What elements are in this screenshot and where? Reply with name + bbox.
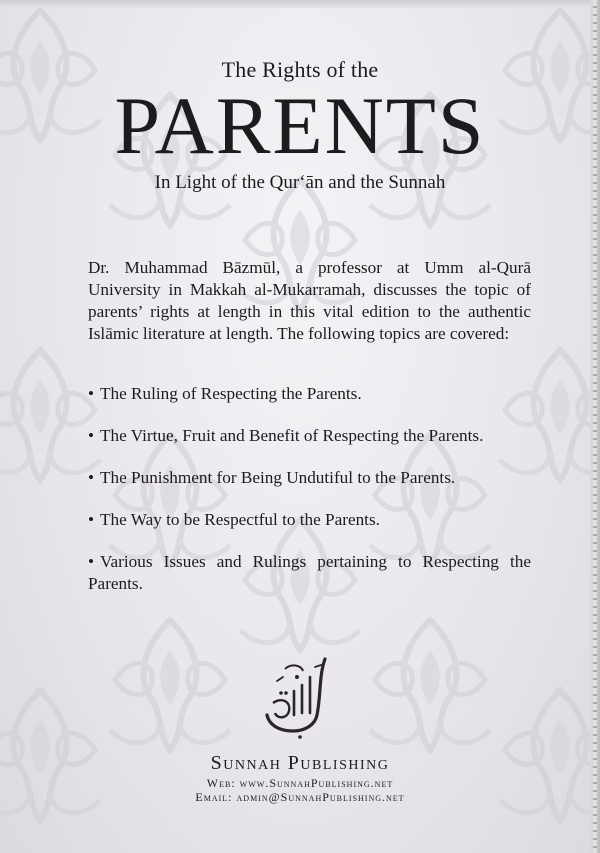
topic-item: • The Virtue, Fruit and Benefit of Respecting the Parents. [88,426,484,445]
title-line-1: The Rights of the [221,57,379,82]
topic-item: • The Punishment for Being Undutiful to the Parents. [88,468,456,487]
topics-list [88,383,531,615]
bullet-icon: • [88,510,95,529]
description-paragraph: Dr. Muhammad Bāzmūl, a professor at Umm al-Qurā University in Makkah al-Mukarramah, discusses the topic of parents’ rights at length in this vital edition to the authentic Islāmic literature at length. The following topics are covered: [88,258,531,343]
book-title: PARENTS [114,80,486,171]
topic-item: • The Ruling of Respecting the Parents. [88,384,362,403]
cover-top-edge [0,0,600,8]
topic-item: • Various Issues and Rulings pertaining to Respecting the Parents. [88,552,531,593]
publisher-email: Email: admin@SunnahPublishing.net [195,790,405,804]
publisher-website: Web: www.SunnahPublishing.net [206,776,394,790]
bullet-icon: • [88,426,95,445]
bullet-icon: • [88,384,95,403]
book-subtitle: In Light of the Qur‘ān and the Sunnah [154,172,446,193]
bullet-icon: • [88,552,95,571]
arabic-calligraphy-logo [255,655,345,740]
bullet-icon: • [88,468,95,487]
publisher-name: Sunnah Publishing [210,752,390,774]
topic-item: • The Way to be Respectful to the Parents. [88,510,380,529]
